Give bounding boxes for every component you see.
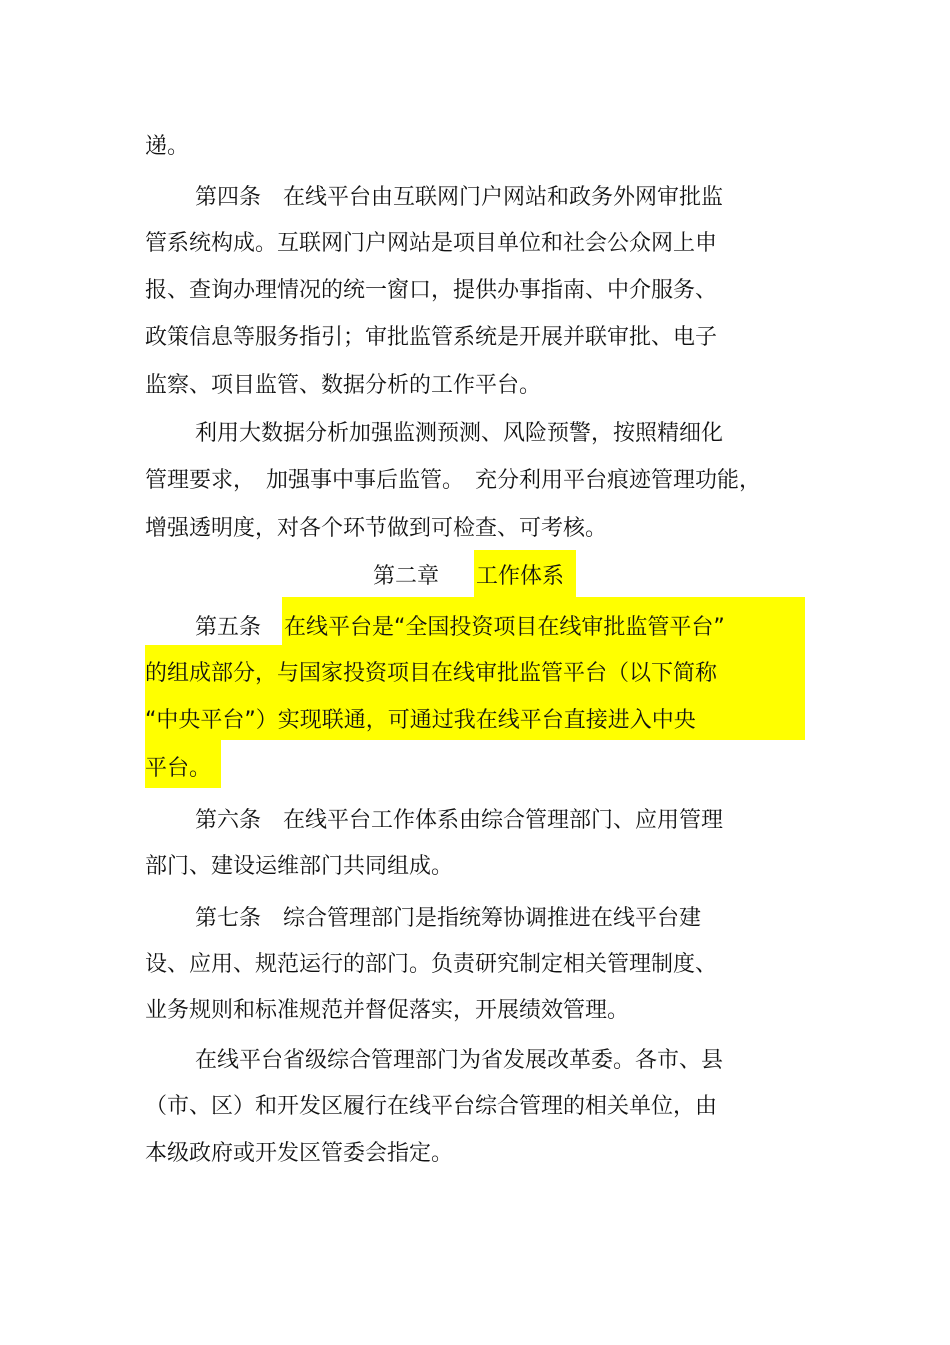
text-line: “中央平台”）实现联通，可通过我在线平台直接进入中央: [145, 708, 696, 733]
text-line: （市、区）和开发区履行在线平台综合管理的相关单位，由: [145, 1094, 718, 1119]
chapter-title: 工作体系: [476, 564, 565, 589]
text-line: 的组成部分，与国家投资项目在线审批监管平台（以下简称: [145, 661, 718, 686]
article-6-heading-line: 第六条 在线平台工作体系由综合管理部门、应用管理: [195, 808, 724, 833]
text-line: 监察、项目监管、数据分析的工作平台。: [145, 373, 542, 398]
article-5-first-line: 在线平台是“全国投资项目在线审批监管平台”: [284, 615, 725, 640]
text-line: 报、查询办理情况的统一窗口，提供办事指南、中介服务、: [145, 278, 718, 303]
text-line: 平台。: [145, 756, 212, 781]
article-5-label: 第五条: [195, 615, 262, 640]
text-line: 管理要求， 加强事中事后监管。 充分利用平台痕迹管理功能，: [145, 468, 762, 493]
article-7-heading-line: 第七条 综合管理部门是指统筹协调推进在线平台建: [195, 906, 702, 931]
text-line: 增强透明度，对各个环节做到可检查、可考核。: [145, 516, 608, 541]
paragraph-start-line: 利用大数据分析加强监测预测、风险预警，按照精细化: [195, 421, 724, 446]
text-line: 业务规则和标准规范并督促落实，开展绩效管理。: [145, 998, 630, 1023]
text-line: 政策信息等服务指引；审批监管系统是开展并联审批、电子: [145, 325, 718, 350]
text-line: 递。: [145, 134, 190, 159]
chapter-number: 第二章: [373, 564, 440, 589]
text-line: 管系统构成。互联网门户网站是项目单位和社会公众网上申: [145, 231, 718, 256]
text-line: 本级政府或开发区管委会指定。: [145, 1141, 454, 1166]
paragraph-start-line: 在线平台省级综合管理部门为省发展改革委。各市、县: [195, 1048, 724, 1073]
text-line: 设、应用、规范运行的部门。负责研究制定相关管理制度、: [145, 952, 718, 977]
article-4-heading-line: 第四条 在线平台由互联网门户网站和政务外网审批监: [195, 185, 724, 210]
text-line: 部门、建设运维部门共同组成。: [145, 854, 454, 879]
